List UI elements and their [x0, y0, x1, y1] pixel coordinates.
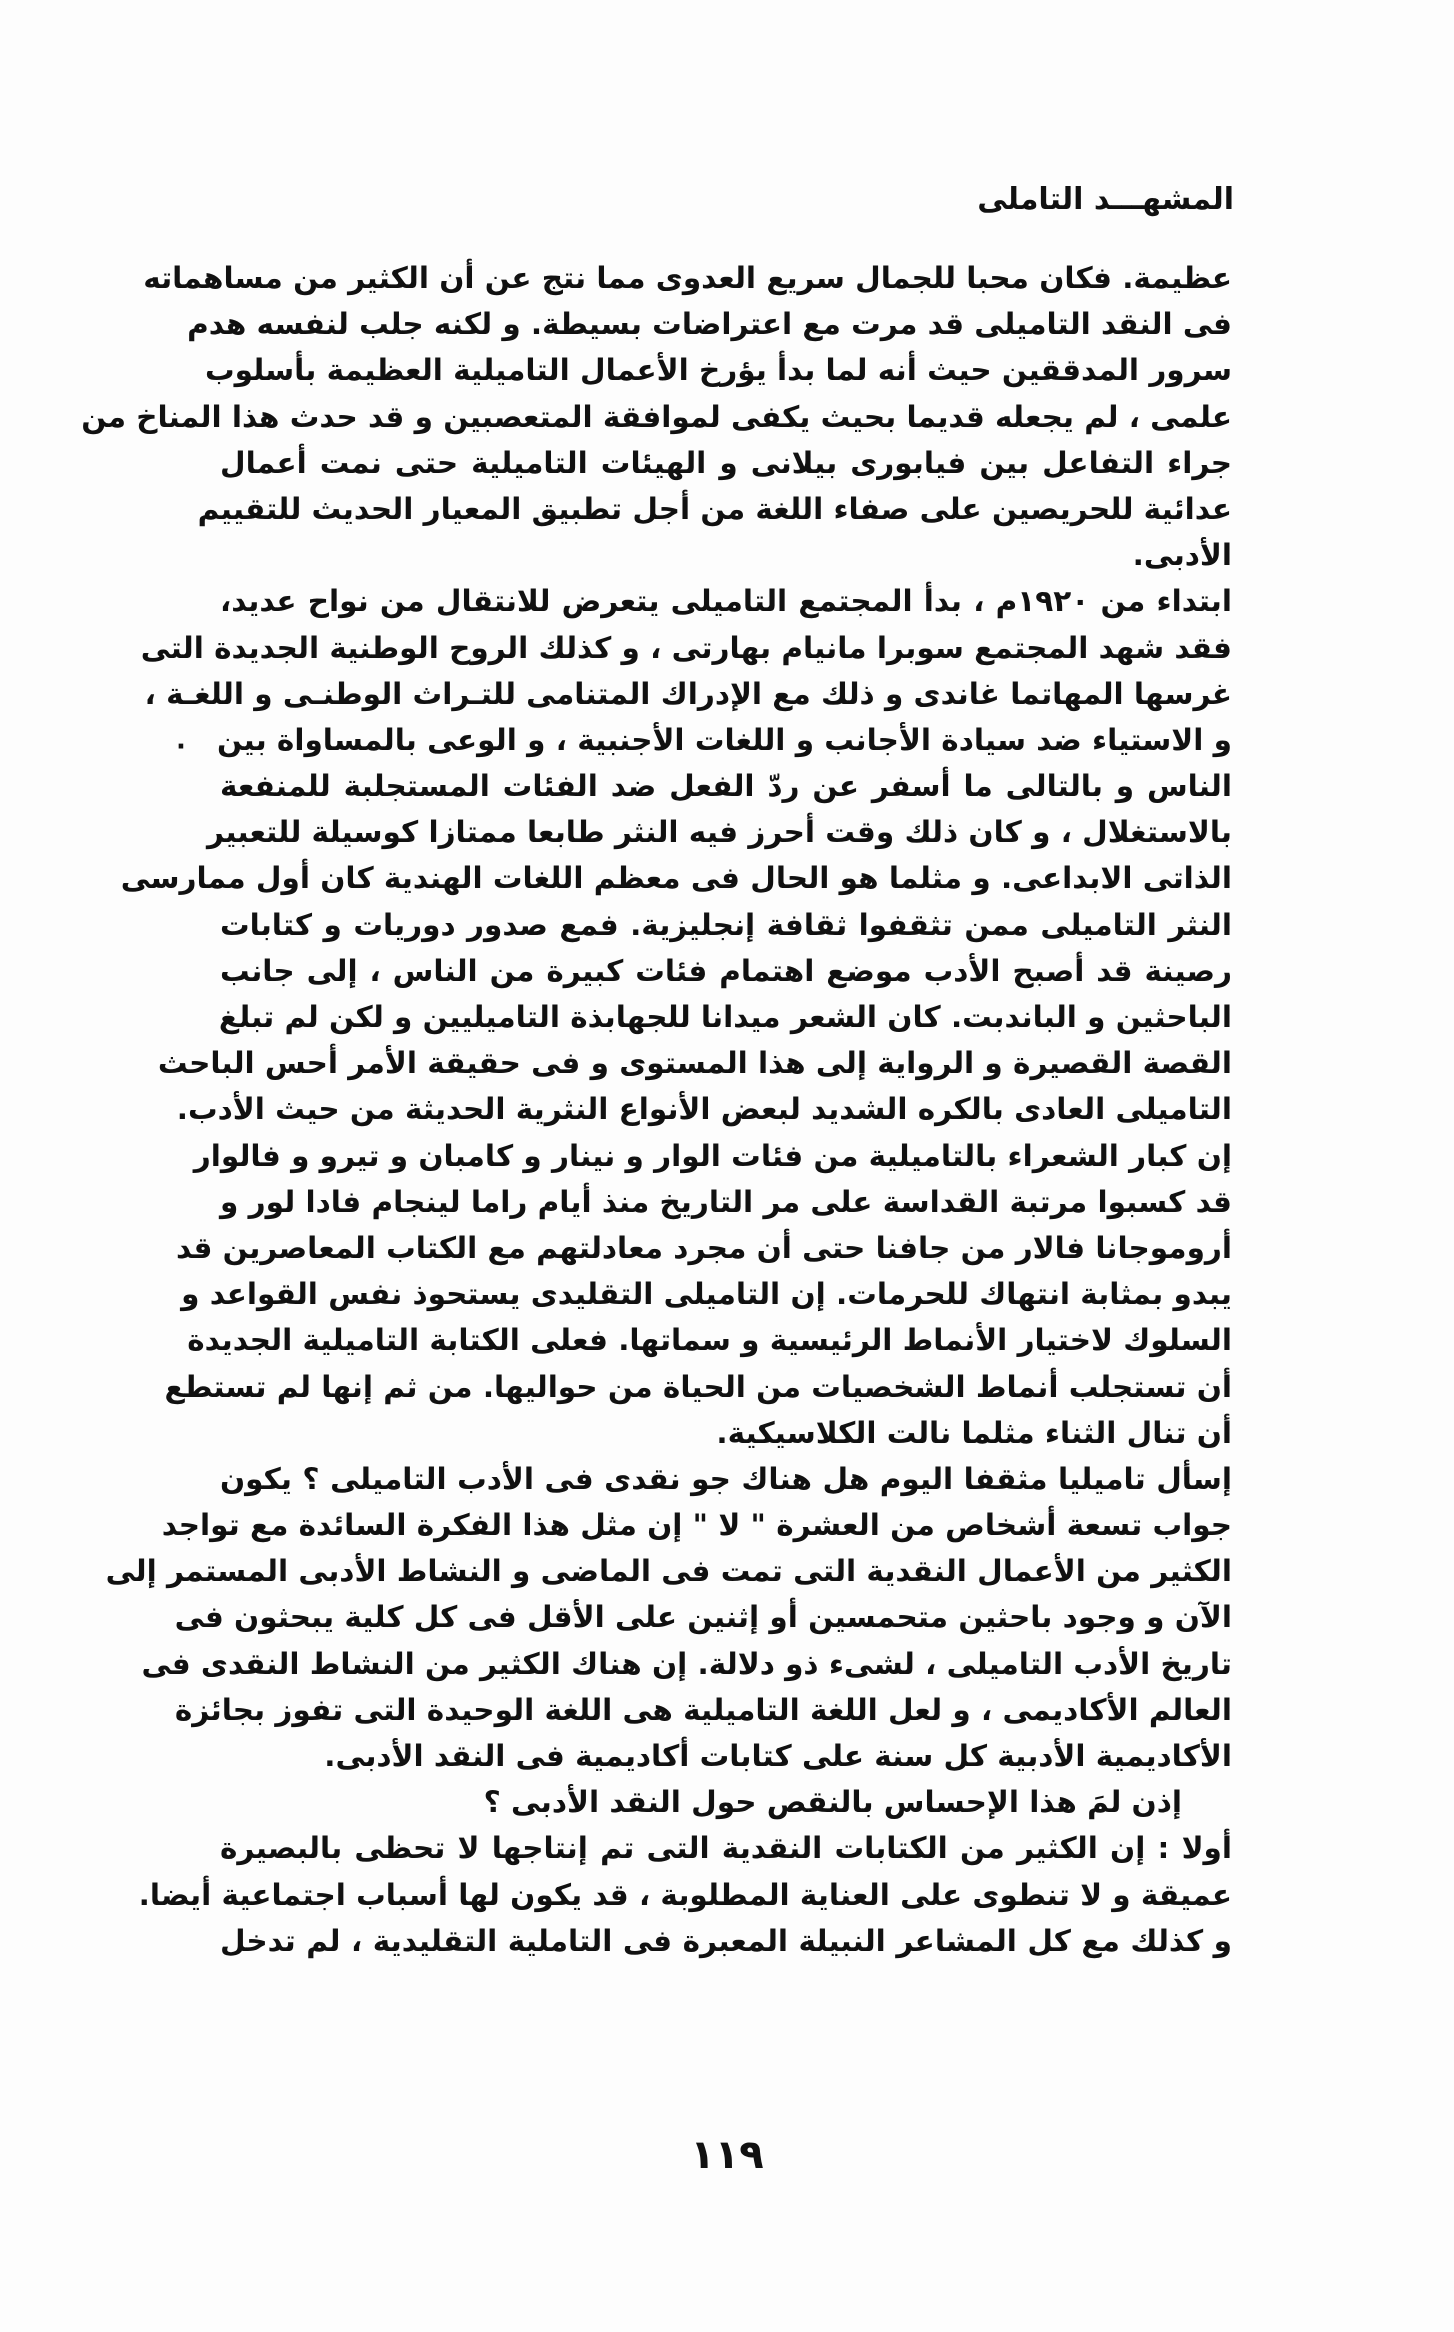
text-line: عميقة و لا تنطوى على العناية المطلوبة ، قد يكون لها أسباب اجتماعية أيضا.	[138, 1877, 1232, 1912]
text-line: أروموجانا فالار من جافنا حتى أن مجرد معادلتهم مع الكتاب المعاصرين قد	[176, 1230, 1232, 1265]
text-line: أن تستجلب أنماط الشخصيات من الحياة من حواليها. من ثم إنها لم تستطع	[164, 1369, 1232, 1404]
text-line: عدائية للحريصين على صفاء اللغة من أجل تطبيق المعيار الحديث للتقييم	[197, 491, 1232, 526]
text-line: قد كسبوا مرتبة القداسة على مر التاريخ منذ أيام راما لينجام فادا لور و	[220, 1184, 1232, 1219]
text-line: و كذلك مع كل المشاعر النبيلة المعبرة فى التاملية التقليدية ، لم تدخل	[220, 1923, 1232, 1958]
text-line: العالم الأكاديمى ، و لعل اللغة التاميلية هى اللغة الوحيدة التى تفوز بجائزة	[174, 1692, 1232, 1727]
stray-ink-mark: ·	[176, 732, 186, 762]
text-line: عظيمة. فكان محبا للجمال سريع العدوى مما نتج عن أن الكثير من مساهماته	[143, 261, 1232, 295]
text-line: علمى ، لم يجعله قديما بحيث يكفى لموافقة المتعصبين و قد حدث هذا المناخ من	[81, 399, 1232, 434]
text-line: الباحثين و الباندبت. كان الشعر ميدانا للجهابذة التاميليين و لكن لم تبلغ	[218, 1000, 1232, 1034]
text-line: جواب تسعة أشخاص من العشرة " لا " إن مثل هذا الفكرة السائدة مع تواجد	[161, 1508, 1232, 1543]
text-line: و الاستياء ضد سيادة الأجانب و اللغات الأجنبية ، و الوعى بالمساواة بين	[216, 722, 1232, 757]
text-line: الأدبى.	[1132, 538, 1232, 573]
text-line: السلوك لاختيار الأنماط الرئيسية و سماتها. فعلى الكتابة التاميلية الجديدة	[187, 1323, 1232, 1358]
text-line: أولا : إن الكثير من الكتابات النقدية التى تم إنتاجها لا تحظى بالبصيرة	[220, 1831, 1232, 1866]
text-line: إسأل تاميليا مثقفا اليوم هل هناك جو نقدى فى الأدب التاميلى ؟ يكون	[220, 1461, 1232, 1496]
text-line: إذن لمَ هذا الإحساس بالنقص حول النقد الأدبى ؟	[483, 1785, 1182, 1820]
text-line: ابتداء من ١٩٢٠م ، بدأ المجتمع التاميلى يتعرض للانتقال من نواح عديد،	[220, 584, 1232, 619]
page-number: ١١٩	[690, 2132, 764, 2178]
text-line: رصينة قد أصبح الأدب موضع اهتمام فئات كبيرة من الناس ، إلى جانب	[220, 953, 1232, 988]
text-line: الآن و وجود باحثين متحمسين أو إثنين على الأقل فى كل كلية يبحثون فى	[174, 1600, 1232, 1635]
text-line: الناس و بالتالى ما أسفر عن ردّ الفعل ضد الفئات المستجلبة للمنفعة	[220, 769, 1232, 804]
text-line: جراء التفاعل بين فيابورى بيلانى و الهيئات التاميلية حتى نمت أعمال	[220, 445, 1232, 480]
text-line: الكثير من الأعمال النقدية التى تمت فى الماضى و النشاط الأدبى المستمر إلى	[105, 1554, 1232, 1589]
text-line: الأكاديمية الأدبية كل سنة على كتابات أكاديمية فى النقد الأدبى.	[324, 1739, 1232, 1773]
text-line: النثر التاميلى ممن تثقفوا ثقافة إنجليزية. فمع صدور دوريات و كتابات	[220, 907, 1232, 942]
text-line: الذاتى الابداعى. و مثلما هو الحال فى معظم اللغات الهندية كان أول ممارسى	[120, 861, 1232, 896]
text-line: القصة القصيرة و الرواية إلى هذا المستوى و فى حقيقة الأمر أحس الباحث	[157, 1046, 1232, 1081]
text-line: فى النقد التاميلى قد مرت مع اعتراضات بسيطة. و لكنه جلب لنفسه هدم	[187, 307, 1232, 342]
text-line: غرسها المهاتما غاندى و ذلك مع الإدراك المتنامى للتـراث الوطنـى و اللغـة ،	[144, 676, 1232, 711]
text-line: إن كبار الشعراء بالتاميلية من فئات الوار و نينار و كامبان و تيرو و فالوار	[193, 1138, 1232, 1173]
text-line: فقد شهد المجتمع سوبرا مانيام بهارتى ، و كذلك الروح الوطنية الجديدة التى	[140, 630, 1232, 665]
text-line: سرور المدققين حيث أنه لما بدأ يؤرخ الأعمال التاميلية العظيمة بأسلوب	[204, 353, 1232, 388]
text-line: التاميلى العادى بالكره الشديد لبعض الأنواع النثرية الحديثة من حيث الأدب.	[176, 1092, 1232, 1127]
text-line: بالاستغلال ، و كان ذلك وقت أحرز فيه النثر طابعا ممتازا كوسيلة للتعبير	[207, 815, 1232, 850]
body-text	[81, 255, 1232, 1964]
text-line: أن تنال الثناء مثلما نالت الكلاسيكية.	[716, 1415, 1232, 1450]
running-header: المشهـــد التاملى	[977, 182, 1234, 217]
text-line: يبدو بمثابة انتهاك للحرمات. إن التاميلى التقليدى يستحوذ نفس القواعد و	[181, 1277, 1232, 1312]
text-line: تاريخ الأدب التاميلى ، لشىء ذو دلالة. إن هناك الكثير من النشاط النقدى فى	[141, 1646, 1232, 1681]
